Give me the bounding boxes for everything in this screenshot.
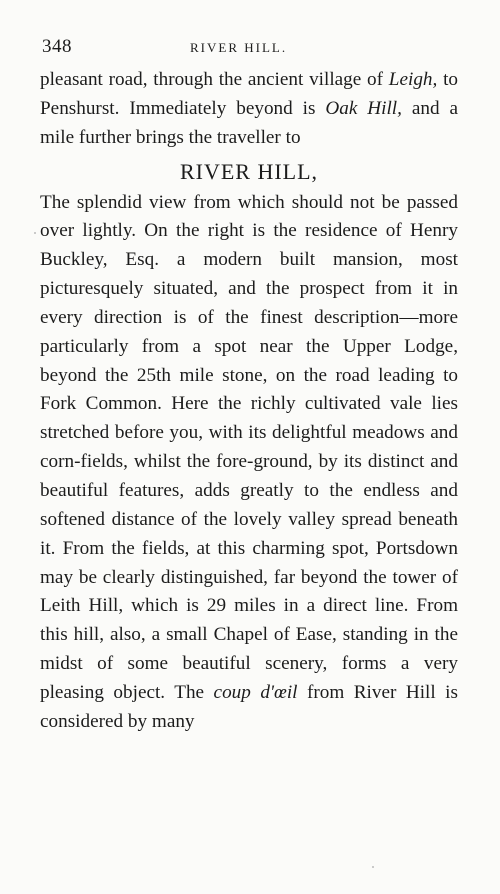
paragraph-intro (40, 66, 458, 153)
paper-speck (372, 866, 374, 868)
text-run: from River Hill is considered by many (40, 681, 458, 732)
text-run: and a mile further brings the traveller to (40, 97, 458, 148)
paper-speck (34, 232, 36, 234)
running-head: RIVER HILL. (190, 40, 288, 55)
place-name-oak-hill: Oak Hill, (325, 97, 402, 119)
foreign-phrase: coup d'œil (213, 681, 298, 703)
text-run: pleasant road, through the ancient village of (40, 69, 389, 90)
page-body (40, 66, 458, 737)
page-header (40, 20, 458, 66)
text-run: to Penshurst. Immediately beyond is (40, 69, 458, 119)
book-page (40, 20, 458, 737)
page-number: 348 (42, 36, 72, 57)
place-name-leigh: Leigh, (388, 69, 438, 90)
section-heading: RIVER HILL, (179, 158, 319, 184)
text-run: The splendid view from which should not be passed over lightly. On the right is the residence of Henry Buckley, Esq. a modern built mansion, most picturesquely situated, and the prospect from it in every direction is of the finest description—more particularly from a spot near the Upper Lodge, beyond the 25th mile stone, on the road leading to Fork Common. Here the richly cultivated vale lies stretched before you, with its delightful meadows and corn-fields, whilst the fore-ground, by its distinct and beautiful features, adds greatly to the endless and softened distance of the lovely valley spread beneath it. From the fields, at this charming spot, Portsdown may be clearly distinguished, far beyond the tower of Leith Hill, which is 29 miles in a direct line. From this hill, also, a small Chapel of Ease, standing in the midst of some beautiful scenery, forms a very pleasing object. The (40, 191, 458, 703)
paragraph-river-hill (40, 189, 458, 737)
